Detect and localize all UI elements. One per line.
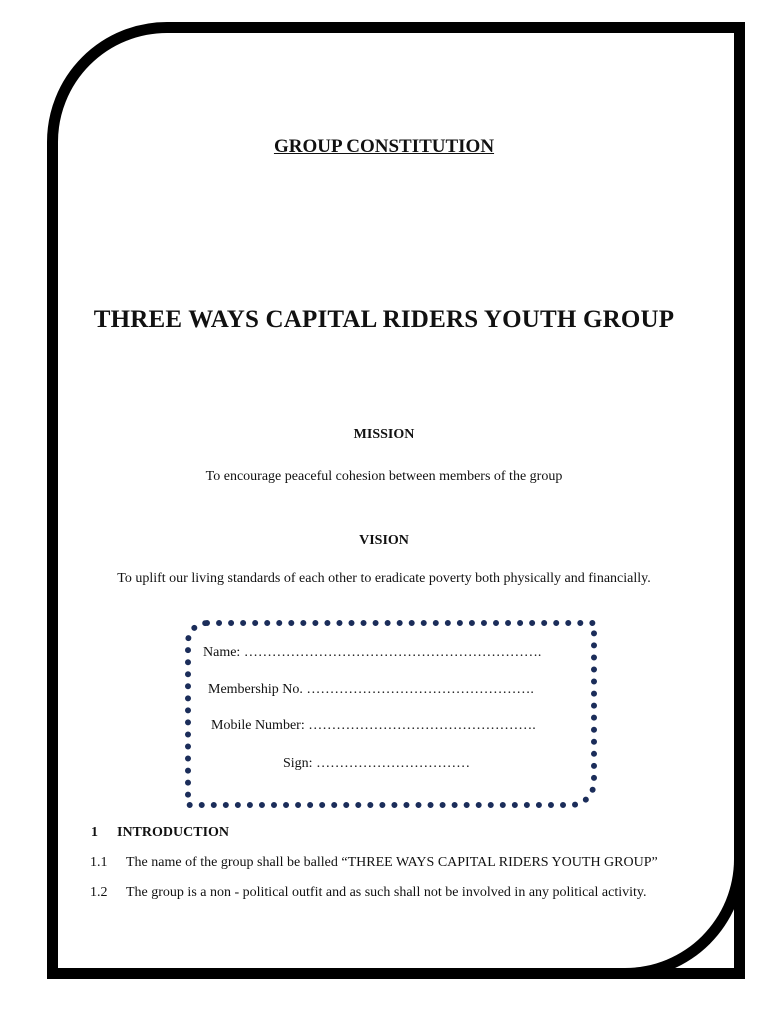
sign-field: Sign: …………………………… — [283, 756, 471, 771]
vision-heading: VISION — [359, 533, 409, 548]
group-name: THREE WAYS CAPITAL RIDERS YOUTH GROUP — [93, 306, 675, 333]
mission-heading: MISSION — [353, 427, 415, 442]
clause-number: 1.1 — [90, 855, 108, 870]
section-title: INTRODUCTION — [117, 825, 230, 840]
clause-item — [90, 885, 646, 901]
name-field: Name: ………………………………………………………. — [203, 645, 542, 660]
clause-text: The group is a non - political outfit and as such shall not be involved in any political activity. — [126, 885, 647, 900]
mission-text: To encourage peaceful cohesion between members of the group — [205, 469, 563, 484]
section-number: 1 — [91, 825, 98, 840]
mobile-number-field: Mobile Number: …………………………………………. — [211, 718, 536, 733]
clause-text: The name of the group shall be balled “THREE WAYS CAPITAL RIDERS YOUTH GROUP” — [126, 855, 658, 870]
vision-text: To uplift our living standards of each other to eradicate poverty both physically and financially. — [117, 571, 651, 586]
clause-item — [90, 855, 658, 871]
section-heading — [91, 825, 229, 841]
membership-number-field: Membership No. …………………………………………. — [208, 682, 534, 697]
clause-number: 1.2 — [90, 885, 108, 900]
document-title: GROUP CONSTITUTION — [273, 136, 495, 157]
